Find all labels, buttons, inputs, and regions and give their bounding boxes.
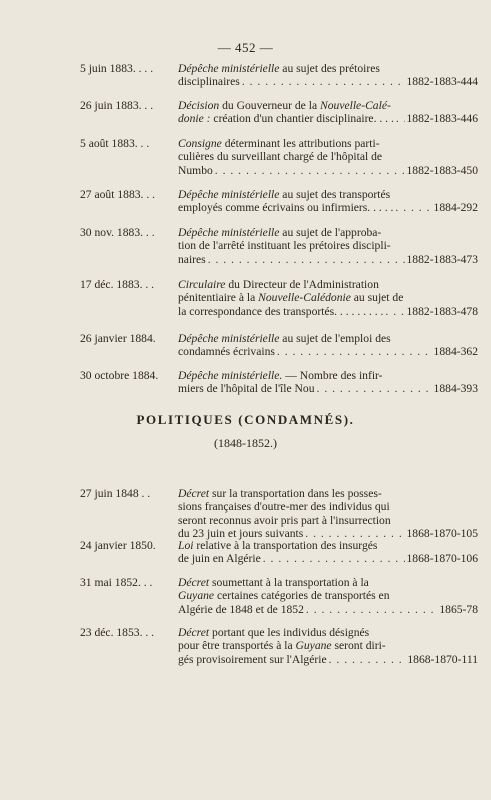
entry-text: [178, 369, 478, 396]
entry-line-text: [178, 382, 315, 395]
entry-text: [178, 487, 478, 540]
dot-leader: [263, 552, 405, 565]
entry-line-fragment: relative à la transportation des insurgés: [193, 539, 378, 552]
entry-line-leader: [178, 164, 478, 177]
italic-term: Décision: [178, 99, 220, 112]
entry-line-fragment: disciplinaires: [178, 75, 240, 89]
entry-reference: 1882-1883-450: [406, 163, 478, 177]
section-subtitle: (1848-1852.): [214, 436, 277, 450]
dot-leader: [385, 305, 404, 318]
entry-line: [178, 626, 478, 639]
entry-reference: 1882-1883-478: [406, 304, 478, 318]
italic-term: Nouvelle-Calédonie: [258, 291, 351, 305]
entry-reference: 1882-1883-446: [406, 112, 478, 126]
dot-leader: [395, 201, 431, 214]
dot-leader: [208, 253, 405, 266]
entry-line-fragment: miers de l'hôpital de l'île Nou: [178, 382, 315, 396]
dot-leader: [396, 112, 405, 125]
entry-line-text: [178, 653, 327, 666]
entry-line-fragment: Numbo: [178, 163, 213, 177]
entry-line-text: [178, 75, 240, 88]
italic-term: Circulaire: [178, 278, 226, 291]
entry-line: [178, 639, 478, 652]
entry-date: 27 juin 1848 . .: [80, 487, 151, 500]
entry-text: [178, 576, 478, 616]
entry-line: [178, 369, 478, 382]
entry-line-fragment: culières du surveillant chargé de l'hôpital de: [178, 150, 383, 164]
entry-line-text: [178, 603, 304, 616]
entry-line-fragment: du Gouverneur de la: [219, 99, 320, 112]
entry-line: [178, 576, 478, 589]
entry-reference: 1868-1870-105: [406, 526, 478, 540]
entry-line: [178, 137, 478, 150]
italic-term: Consigne: [178, 137, 222, 150]
entry-line-text: [178, 253, 206, 266]
entry-text: [178, 226, 478, 266]
entry-line-fragment: tion de l'arrêté instituant les prétoires discipli-: [178, 239, 391, 253]
entry-line: [178, 589, 478, 602]
entry-line-fragment: sions françaises d'outre-mer des individus qui: [178, 500, 390, 514]
entry-line: [178, 278, 478, 291]
entry-line-fragment: du Directeur de l'Administration: [225, 278, 379, 291]
entry-line: [178, 150, 478, 163]
entry-line-fragment: déterminant les attributions parti-: [221, 137, 380, 150]
entry-line-fragment: employés comme écrivains ou infirmiers. . . . .: [178, 201, 394, 215]
entry-line-fragment: — Nombre des infir-: [282, 369, 383, 382]
entry-line-fragment: portant que les individus désignés: [209, 626, 370, 639]
entry-line-fragment: pénitentiaire à la: [178, 291, 259, 305]
italic-term: Décret: [178, 487, 210, 500]
entry-line-fragment: sur la transportation dans les posses-: [209, 487, 382, 500]
entry-line-leader: [178, 253, 478, 266]
entry-line: [178, 99, 478, 112]
page-number: — 452 —: [217, 40, 274, 55]
italic-term: Décret: [178, 576, 210, 589]
entry-line-fragment: la correspondance des transportés. . . . . . . . .: [178, 304, 384, 318]
entry-line-leader: [178, 75, 478, 88]
entry-line-leader: [178, 112, 478, 125]
entry-date: 24 janvier 1850.: [80, 539, 156, 552]
entry-line-fragment: naires: [178, 252, 206, 266]
entry-text: [178, 626, 478, 666]
italic-term: Dépêche ministérielle: [178, 188, 280, 201]
entry-reference: 1884-292: [433, 201, 478, 215]
entry-line-leader: [178, 653, 478, 666]
entry-line-fragment: de juin en Algérie: [178, 552, 261, 566]
italic-term: Dépêche ministérielle: [178, 226, 280, 239]
entry-line-text: [178, 201, 393, 214]
entry-line-text: [178, 552, 261, 565]
entry-line-text: [178, 112, 394, 125]
entry-text: [178, 62, 478, 89]
entry-line-leader: [178, 345, 478, 358]
entry-reference: 1884-362: [433, 345, 478, 359]
entry-line-leader: [178, 603, 478, 616]
entry-line-fragment: au sujet de: [350, 291, 404, 305]
italic-term: donie :: [178, 112, 211, 126]
entry-line-fragment: soumettant à la transportation à la: [209, 576, 369, 589]
entry-line: [178, 539, 478, 552]
entry-line: [178, 188, 478, 201]
entry-line: [178, 62, 478, 75]
entry-line-fragment: au sujet des prétoires: [279, 62, 380, 75]
entry-line-fragment: certaines catégories de transportés en: [214, 589, 390, 603]
dot-leader: [329, 653, 406, 666]
entry-text: [178, 278, 478, 318]
entry-line: [178, 291, 478, 304]
entry-line-fragment: seront diri-: [331, 639, 386, 653]
entry-reference: 1865-78: [439, 602, 478, 616]
entry-line-fragment: création d'un chantier disciplinaire. . . .: [210, 112, 394, 126]
entry-text: [178, 99, 478, 126]
entry-line: [178, 487, 478, 500]
entry-date: 26 juin 1883. . .: [80, 99, 154, 112]
dot-leader: [215, 164, 405, 177]
entry-line-leader: [178, 201, 478, 214]
entry-line-text: [178, 345, 275, 358]
italic-term: Décret: [178, 626, 210, 639]
dot-leader: [242, 75, 405, 88]
entry-date: 26 janvier 1884.: [80, 332, 156, 345]
entry-date: 17 déc. 1883. . .: [80, 278, 155, 291]
italic-term: Nouvelle-Calé-: [320, 99, 391, 112]
entry-line-leader: [178, 552, 478, 565]
entry-line-leader: [178, 305, 478, 318]
entry-line: [178, 239, 478, 252]
italic-term: Dépêche ministérielle: [178, 332, 280, 345]
entry-line-fragment: au sujet de l'emploi des: [279, 332, 391, 345]
entry-reference: 1868-1870-111: [407, 652, 478, 666]
entry-line-leader: [178, 382, 478, 395]
entry-reference: 1884-393: [433, 382, 478, 396]
entry-line-fragment: au sujet de l'approba-: [279, 226, 382, 239]
entry-line-fragment: gés provisoirement sur l'Algérie: [178, 652, 327, 666]
entry-line-fragment: Algérie de 1848 et de 1852: [178, 602, 304, 616]
italic-term: Dépêche ministérielle: [178, 62, 280, 75]
entry-date: 27 août 1883. . .: [80, 188, 156, 201]
entry-text: [178, 539, 478, 566]
entry-reference: 1868-1870-106: [406, 552, 478, 566]
entry-line-fragment: du 23 juin et jours suivants: [178, 526, 304, 540]
section-title: POLITIQUES (CONDAMNÉS).: [136, 412, 355, 427]
entry-text: [178, 332, 478, 359]
italic-term: Guyane: [295, 639, 332, 653]
entry-line-fragment: au sujet des transportés: [279, 188, 391, 201]
entry-reference: 1882-1883-444: [406, 75, 478, 89]
entry-line: [178, 332, 478, 345]
entry-line-text: [178, 164, 213, 177]
entry-line-fragment: seront reconnus avoir pris part à l'insurrection: [178, 513, 391, 527]
entry-date: 5 juin 1883. . . .: [80, 62, 154, 75]
entry-text: [178, 188, 478, 215]
entry-reference: 1882-1883-473: [406, 252, 478, 266]
italic-term: Guyane: [178, 589, 215, 603]
entry-text: [178, 137, 478, 177]
entry-line: [178, 514, 478, 527]
dot-leader: [317, 382, 432, 395]
entry-line: [178, 226, 478, 239]
entry-date: 30 nov. 1883. . .: [80, 226, 155, 239]
dot-leader: [306, 603, 437, 616]
entry-line-text: [178, 305, 383, 318]
italic-term: Dépêche ministérielle.: [178, 369, 283, 382]
entry-date: 23 déc. 1853. . .: [80, 626, 155, 639]
entry-date: 31 mai 1852. . .: [80, 576, 153, 589]
entry-line-fragment: condamnés écrivains: [178, 345, 275, 359]
italic-term: Loi: [178, 539, 194, 552]
entry-date: 5 août 1883. . .: [80, 137, 150, 150]
entry-line-fragment: pour être transportés à la: [178, 639, 296, 653]
entry-line: [178, 500, 478, 513]
dot-leader: [277, 345, 432, 358]
entry-date: 30 octobre 1884.: [80, 369, 159, 382]
